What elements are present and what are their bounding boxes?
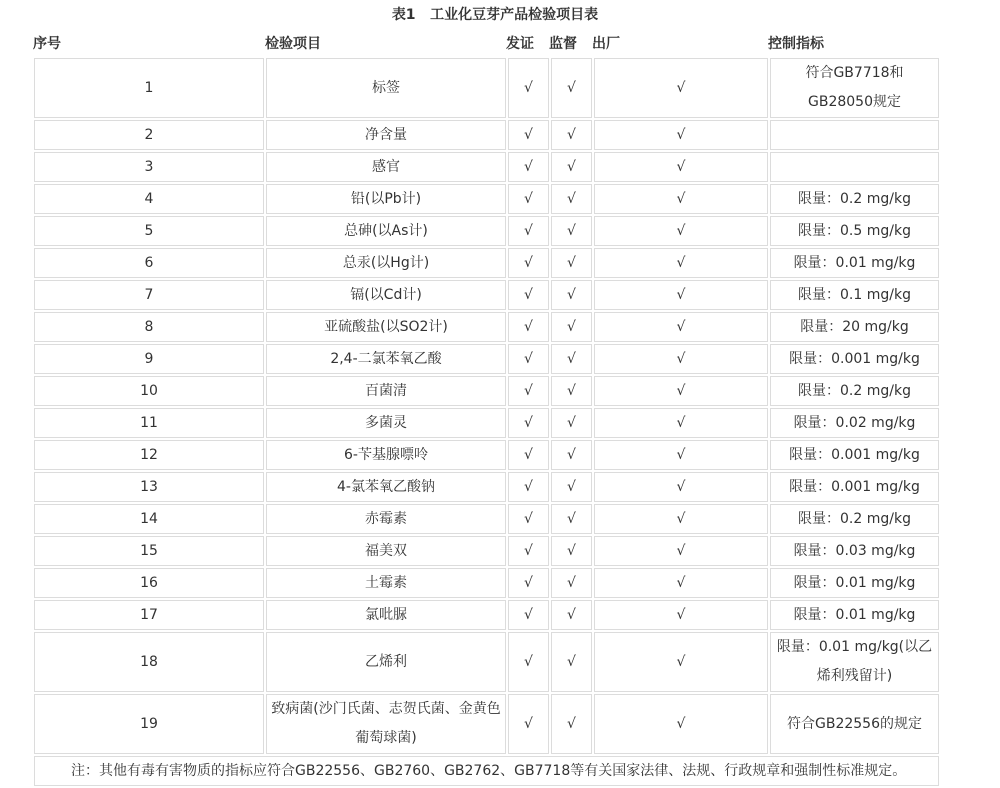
table-row [34, 536, 939, 566]
cell-factory: √ [594, 632, 768, 692]
cell-limit: 符合GB22556的规定 [770, 694, 939, 754]
table-row [34, 216, 939, 246]
cell-item: 亚硫酸盐(以SO2计) [266, 312, 506, 342]
cell-item: 6-苄基腺嘌呤 [266, 440, 506, 470]
cell-seq: 15 [34, 536, 264, 566]
cell-item: 致病菌(沙门氏菌、志贺氏菌、金黄色葡萄球菌) [266, 694, 506, 754]
cell-item: 氯吡脲 [266, 600, 506, 630]
header-seq: 序号 [33, 36, 61, 52]
cell-supervise: √ [551, 152, 592, 182]
cell-cert: √ [508, 280, 549, 310]
cell-supervise: √ [551, 248, 592, 278]
cell-limit: 限量：0.2 mg/kg [770, 504, 939, 534]
table-row [34, 694, 939, 754]
table-row [34, 152, 939, 182]
table-row [34, 248, 939, 278]
cell-cert: √ [508, 694, 549, 754]
cell-cert: √ [508, 312, 549, 342]
table-row [34, 344, 939, 374]
cell-cert: √ [508, 408, 549, 438]
cell-factory: √ [594, 248, 768, 278]
table-header [0, 33, 1000, 53]
cell-seq: 11 [34, 408, 264, 438]
header-item: 检验项目 [265, 36, 321, 52]
cell-factory: √ [594, 216, 768, 246]
table-row [34, 632, 939, 692]
cell-seq: 19 [34, 694, 264, 754]
cell-cert: √ [508, 440, 549, 470]
table-caption: 表1 工业化豆芽产品检验项目表 [391, 7, 599, 23]
cell-factory: √ [594, 376, 768, 406]
cell-factory: √ [594, 568, 768, 598]
table-row [34, 472, 939, 502]
cell-cert: √ [508, 152, 549, 182]
cell-item: 多菌灵 [266, 408, 506, 438]
cell-seq: 10 [34, 376, 264, 406]
cell-limit: 符合GB7718和GB28050规定 [770, 58, 939, 118]
cell-cert: √ [508, 248, 549, 278]
cell-seq: 1 [34, 58, 264, 118]
cell-item: 镉(以Cd计) [266, 280, 506, 310]
cell-seq: 18 [34, 632, 264, 692]
table-row [34, 184, 939, 214]
table-row [34, 568, 939, 598]
cell-factory: √ [594, 58, 768, 118]
cell-limit: 限量：0.001 mg/kg [770, 440, 939, 470]
table-row [34, 312, 939, 342]
cell-seq: 5 [34, 216, 264, 246]
cell-limit [770, 152, 939, 182]
cell-factory: √ [594, 312, 768, 342]
cell-supervise: √ [551, 568, 592, 598]
cell-cert: √ [508, 216, 549, 246]
cell-supervise: √ [551, 694, 592, 754]
cell-seq: 2 [34, 120, 264, 150]
table-row [34, 600, 939, 630]
table-row [34, 504, 939, 534]
cell-item: 净含量 [266, 120, 506, 150]
cell-item: 感官 [266, 152, 506, 182]
cell-factory: √ [594, 344, 768, 374]
cell-supervise: √ [551, 440, 592, 470]
table-row [34, 408, 939, 438]
cell-factory: √ [594, 694, 768, 754]
cell-limit: 限量：0.2 mg/kg [770, 376, 939, 406]
cell-seq: 9 [34, 344, 264, 374]
table-row [34, 440, 939, 470]
cell-item: 2,4-二氯苯氧乙酸 [266, 344, 506, 374]
cell-limit: 限量：0.01 mg/kg(以乙烯利残留计) [770, 632, 939, 692]
cell-supervise: √ [551, 344, 592, 374]
cell-cert: √ [508, 600, 549, 630]
cell-factory: √ [594, 536, 768, 566]
cell-supervise: √ [551, 312, 592, 342]
cell-seq: 3 [34, 152, 264, 182]
inspection-table-container [32, 56, 933, 779]
cell-supervise: √ [551, 408, 592, 438]
cell-seq: 12 [34, 440, 264, 470]
cell-item: 福美双 [266, 536, 506, 566]
cell-limit: 限量：0.5 mg/kg [770, 216, 939, 246]
cell-seq: 16 [34, 568, 264, 598]
table-body [34, 58, 939, 786]
cell-item: 赤霉素 [266, 504, 506, 534]
table-row [34, 58, 939, 118]
cell-factory: √ [594, 280, 768, 310]
cell-limit: 限量：0.2 mg/kg [770, 184, 939, 214]
cell-cert: √ [508, 376, 549, 406]
cell-supervise: √ [551, 504, 592, 534]
cell-supervise: √ [551, 216, 592, 246]
header-factory: 出厂 [592, 36, 620, 52]
header-limit: 控制指标 [768, 36, 824, 52]
cell-cert: √ [508, 536, 549, 566]
cell-limit: 限量：0.02 mg/kg [770, 408, 939, 438]
cell-limit: 限量：0.01 mg/kg [770, 568, 939, 598]
cell-item: 4-氯苯氧乙酸钠 [266, 472, 506, 502]
cell-item: 乙烯利 [266, 632, 506, 692]
cell-factory: √ [594, 440, 768, 470]
cell-supervise: √ [551, 376, 592, 406]
cell-item: 总砷(以As计) [266, 216, 506, 246]
table-note-row [34, 756, 939, 786]
cell-supervise: √ [551, 632, 592, 692]
table-note: 注：其他有毒有害物质的指标应符合GB22556、GB2760、GB2762、GB7718等有关国家法律、法规、行政规章和强制性标准规定。 [34, 756, 939, 786]
cell-supervise: √ [551, 536, 592, 566]
cell-item: 土霉素 [266, 568, 506, 598]
cell-seq: 6 [34, 248, 264, 278]
cell-seq: 4 [34, 184, 264, 214]
cell-supervise: √ [551, 184, 592, 214]
cell-item: 标签 [266, 58, 506, 118]
cell-factory: √ [594, 600, 768, 630]
inspection-table [32, 56, 941, 788]
cell-seq: 8 [34, 312, 264, 342]
cell-cert: √ [508, 504, 549, 534]
header-supervise: 监督 [549, 36, 577, 52]
cell-factory: √ [594, 152, 768, 182]
cell-factory: √ [594, 504, 768, 534]
cell-cert: √ [508, 120, 549, 150]
table-row [34, 376, 939, 406]
cell-limit [770, 120, 939, 150]
cell-seq: 13 [34, 472, 264, 502]
cell-supervise: √ [551, 120, 592, 150]
cell-supervise: √ [551, 280, 592, 310]
cell-supervise: √ [551, 58, 592, 118]
cell-cert: √ [508, 344, 549, 374]
header-cert: 发证 [506, 36, 534, 52]
cell-limit: 限量：0.001 mg/kg [770, 344, 939, 374]
cell-limit: 限量：20 mg/kg [770, 312, 939, 342]
cell-seq: 7 [34, 280, 264, 310]
cell-cert: √ [508, 472, 549, 502]
table-row [34, 120, 939, 150]
cell-cert: √ [508, 568, 549, 598]
cell-limit: 限量：0.001 mg/kg [770, 472, 939, 502]
cell-supervise: √ [551, 472, 592, 502]
cell-limit: 限量：0.1 mg/kg [770, 280, 939, 310]
cell-seq: 17 [34, 600, 264, 630]
cell-seq: 14 [34, 504, 264, 534]
cell-limit: 限量：0.01 mg/kg [770, 600, 939, 630]
cell-supervise: √ [551, 600, 592, 630]
cell-cert: √ [508, 632, 549, 692]
cell-factory: √ [594, 408, 768, 438]
cell-limit: 限量：0.03 mg/kg [770, 536, 939, 566]
cell-factory: √ [594, 120, 768, 150]
cell-item: 总汞(以Hg计) [266, 248, 506, 278]
cell-factory: √ [594, 472, 768, 502]
cell-cert: √ [508, 184, 549, 214]
cell-limit: 限量：0.01 mg/kg [770, 248, 939, 278]
cell-factory: √ [594, 184, 768, 214]
table-row [34, 280, 939, 310]
cell-item: 百菌清 [266, 376, 506, 406]
cell-cert: √ [508, 58, 549, 118]
cell-item: 铅(以Pb计) [266, 184, 506, 214]
